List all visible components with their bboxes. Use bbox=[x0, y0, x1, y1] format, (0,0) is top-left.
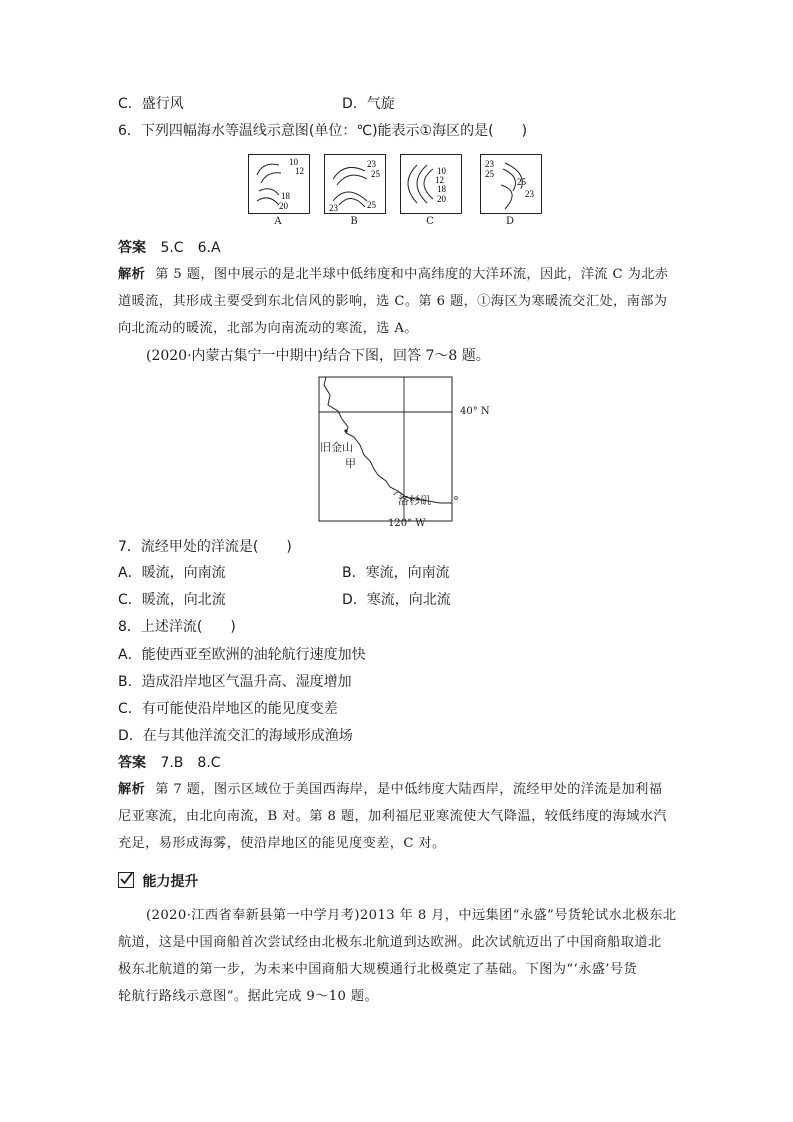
diagram-c-label: C bbox=[426, 216, 434, 227]
answer-text: 7.B 8.C bbox=[160, 755, 221, 771]
q7-option-c: C．暖流，向北流 bbox=[118, 592, 226, 608]
answer-label: 答案 bbox=[118, 755, 146, 771]
diagram-a bbox=[248, 154, 310, 214]
analysis-label: 解析 bbox=[118, 782, 146, 797]
passage-line-4: 轮航行路线示意图”。据此完成 9～10 题。 bbox=[118, 989, 379, 1004]
diagram-a-value-2: 12 bbox=[295, 166, 304, 176]
diagram-b-label: B bbox=[350, 216, 358, 227]
q6-stem: 6．下列四幅海水等温线示意图(单位：℃)能表示①海区的是( ) bbox=[118, 123, 528, 139]
q8-option-b: B．造成沿岸地区气温升高、湿度增加 bbox=[118, 674, 352, 690]
section-heading bbox=[118, 872, 198, 892]
answer-label: 答案 bbox=[118, 240, 146, 256]
isotherm-map-d bbox=[481, 155, 541, 213]
q8-stem: 8．上述洋流( ) bbox=[118, 619, 236, 635]
diagram-c bbox=[400, 154, 462, 214]
diagram-c-value-3: 18 bbox=[437, 184, 446, 194]
diagram-c-value-1: 10 bbox=[437, 166, 446, 176]
isotherm-map-a bbox=[249, 155, 309, 213]
q8-option-a: A．能使西亚至欧洲的油轮航行速度加快 bbox=[118, 647, 366, 663]
san-francisco-label: 旧金山 bbox=[320, 441, 353, 454]
diagram-d-value-1: 23 bbox=[485, 159, 494, 169]
passage-line-1: (2020·江西省奉新县第一中学月考)2013 年 8 月，中远集团“永盛”号货轮试水北极东北 bbox=[146, 908, 677, 923]
question-intro-7-8: (2020·内蒙古集宁一中期中)结合下图，回答 7～8 题。 bbox=[146, 348, 490, 364]
q5-option-c: C．盛行风 bbox=[118, 96, 184, 112]
map-drawing bbox=[318, 375, 498, 533]
analysis-2-line-2: 尼亚寒流，由北向南流，B 对。第 8 题，加利福尼亚寒流使大气降温，较低纬度的海域水汽 bbox=[118, 809, 667, 824]
answer-block-2 bbox=[118, 753, 221, 773]
diagram-d bbox=[480, 154, 542, 214]
analysis-2-line-1 bbox=[118, 780, 662, 800]
q8-option-c: C．有可能使沿岸地区的能见度变差 bbox=[118, 701, 338, 717]
diagram-d-value-2: 25 bbox=[485, 169, 494, 179]
passage-line-3: 极东北航道的第一步，为未来中国商船大规模通行北极奠定了基础。下图为“‘永盛’号货 bbox=[118, 962, 638, 977]
answer-text: 5.C 6.A bbox=[160, 240, 221, 256]
diagram-c-value-2: 12 bbox=[435, 175, 444, 185]
diagram-b-value-4: 25 bbox=[367, 200, 376, 210]
isotherm-map-c bbox=[401, 155, 461, 213]
los-angeles-label: 洛杉矶 bbox=[398, 494, 431, 507]
q7-option-a: A．暖流，向南流 bbox=[118, 565, 226, 581]
latitude-label: 40° N bbox=[460, 406, 490, 417]
q7-option-d: D．寒流，向北流 bbox=[342, 592, 451, 608]
diagram-b-value-3: 23 bbox=[329, 203, 338, 213]
analysis-1-line-2: 道暖流，其形成主要受到东北信风的影响，选 C。第 6 题，①海区为寒暖流交汇处，南部为 bbox=[118, 294, 668, 309]
q7-option-b: B．寒流，向南流 bbox=[342, 565, 450, 581]
diagram-a-value-4: 20 bbox=[279, 201, 288, 211]
checkbox-icon bbox=[118, 872, 134, 888]
diagram-c-value-4: 20 bbox=[437, 194, 446, 204]
passage-line-2: 航道，这是中国商船首次尝试经由北极东北航道到达欧洲。此次试航迈出了中国商船取道北 bbox=[118, 935, 662, 950]
diagram-b-value-1: 23 bbox=[367, 159, 376, 169]
longitude-label: 120° W bbox=[388, 518, 426, 529]
diagram-a-value-1: 10 bbox=[289, 157, 298, 167]
section-title: 能力提升 bbox=[142, 874, 199, 890]
diagram-b bbox=[324, 154, 386, 214]
q8-option-d: D．在与其他洋流交汇的海域形成渔场 bbox=[118, 728, 353, 744]
q7-stem: 7．流经甲处的洋流是( ) bbox=[118, 539, 292, 555]
coastline-map bbox=[318, 375, 490, 529]
diagram-a-value-3: 18 bbox=[281, 191, 290, 201]
analysis-text: 第 5 题，图中展示的是北半球中低纬度和中高纬度的大洋环流，因此，洋流 C 为北赤 bbox=[155, 267, 669, 282]
analysis-label: 解析 bbox=[118, 267, 146, 282]
diagram-d-label: D bbox=[505, 216, 515, 227]
diagram-b-value-2: 25 bbox=[371, 169, 380, 179]
analysis-1-line-1 bbox=[118, 265, 668, 285]
analysis-1-line-3: 向北流动的暖流，北部为向南流动的寒流，选 A。 bbox=[118, 321, 418, 336]
answer-block-1 bbox=[118, 238, 221, 258]
analysis-2-line-3: 充足，易形成海雾，使沿岸地区的能见度变差，C 对。 bbox=[118, 836, 446, 851]
diagram-d-value-3: 25 bbox=[517, 177, 526, 187]
q5-option-d: D．气旋 bbox=[342, 96, 395, 112]
analysis-text: 第 7 题，图示区域位于美国西海岸，是中低纬度大陆西岸，流经甲处的洋流是加利福 bbox=[155, 782, 663, 797]
isotherm-map-b bbox=[325, 155, 385, 213]
location-jia-label: 甲 bbox=[345, 457, 356, 470]
diagram-a-label: A bbox=[274, 216, 282, 227]
diagram-d-value-4: 23 bbox=[525, 189, 534, 199]
